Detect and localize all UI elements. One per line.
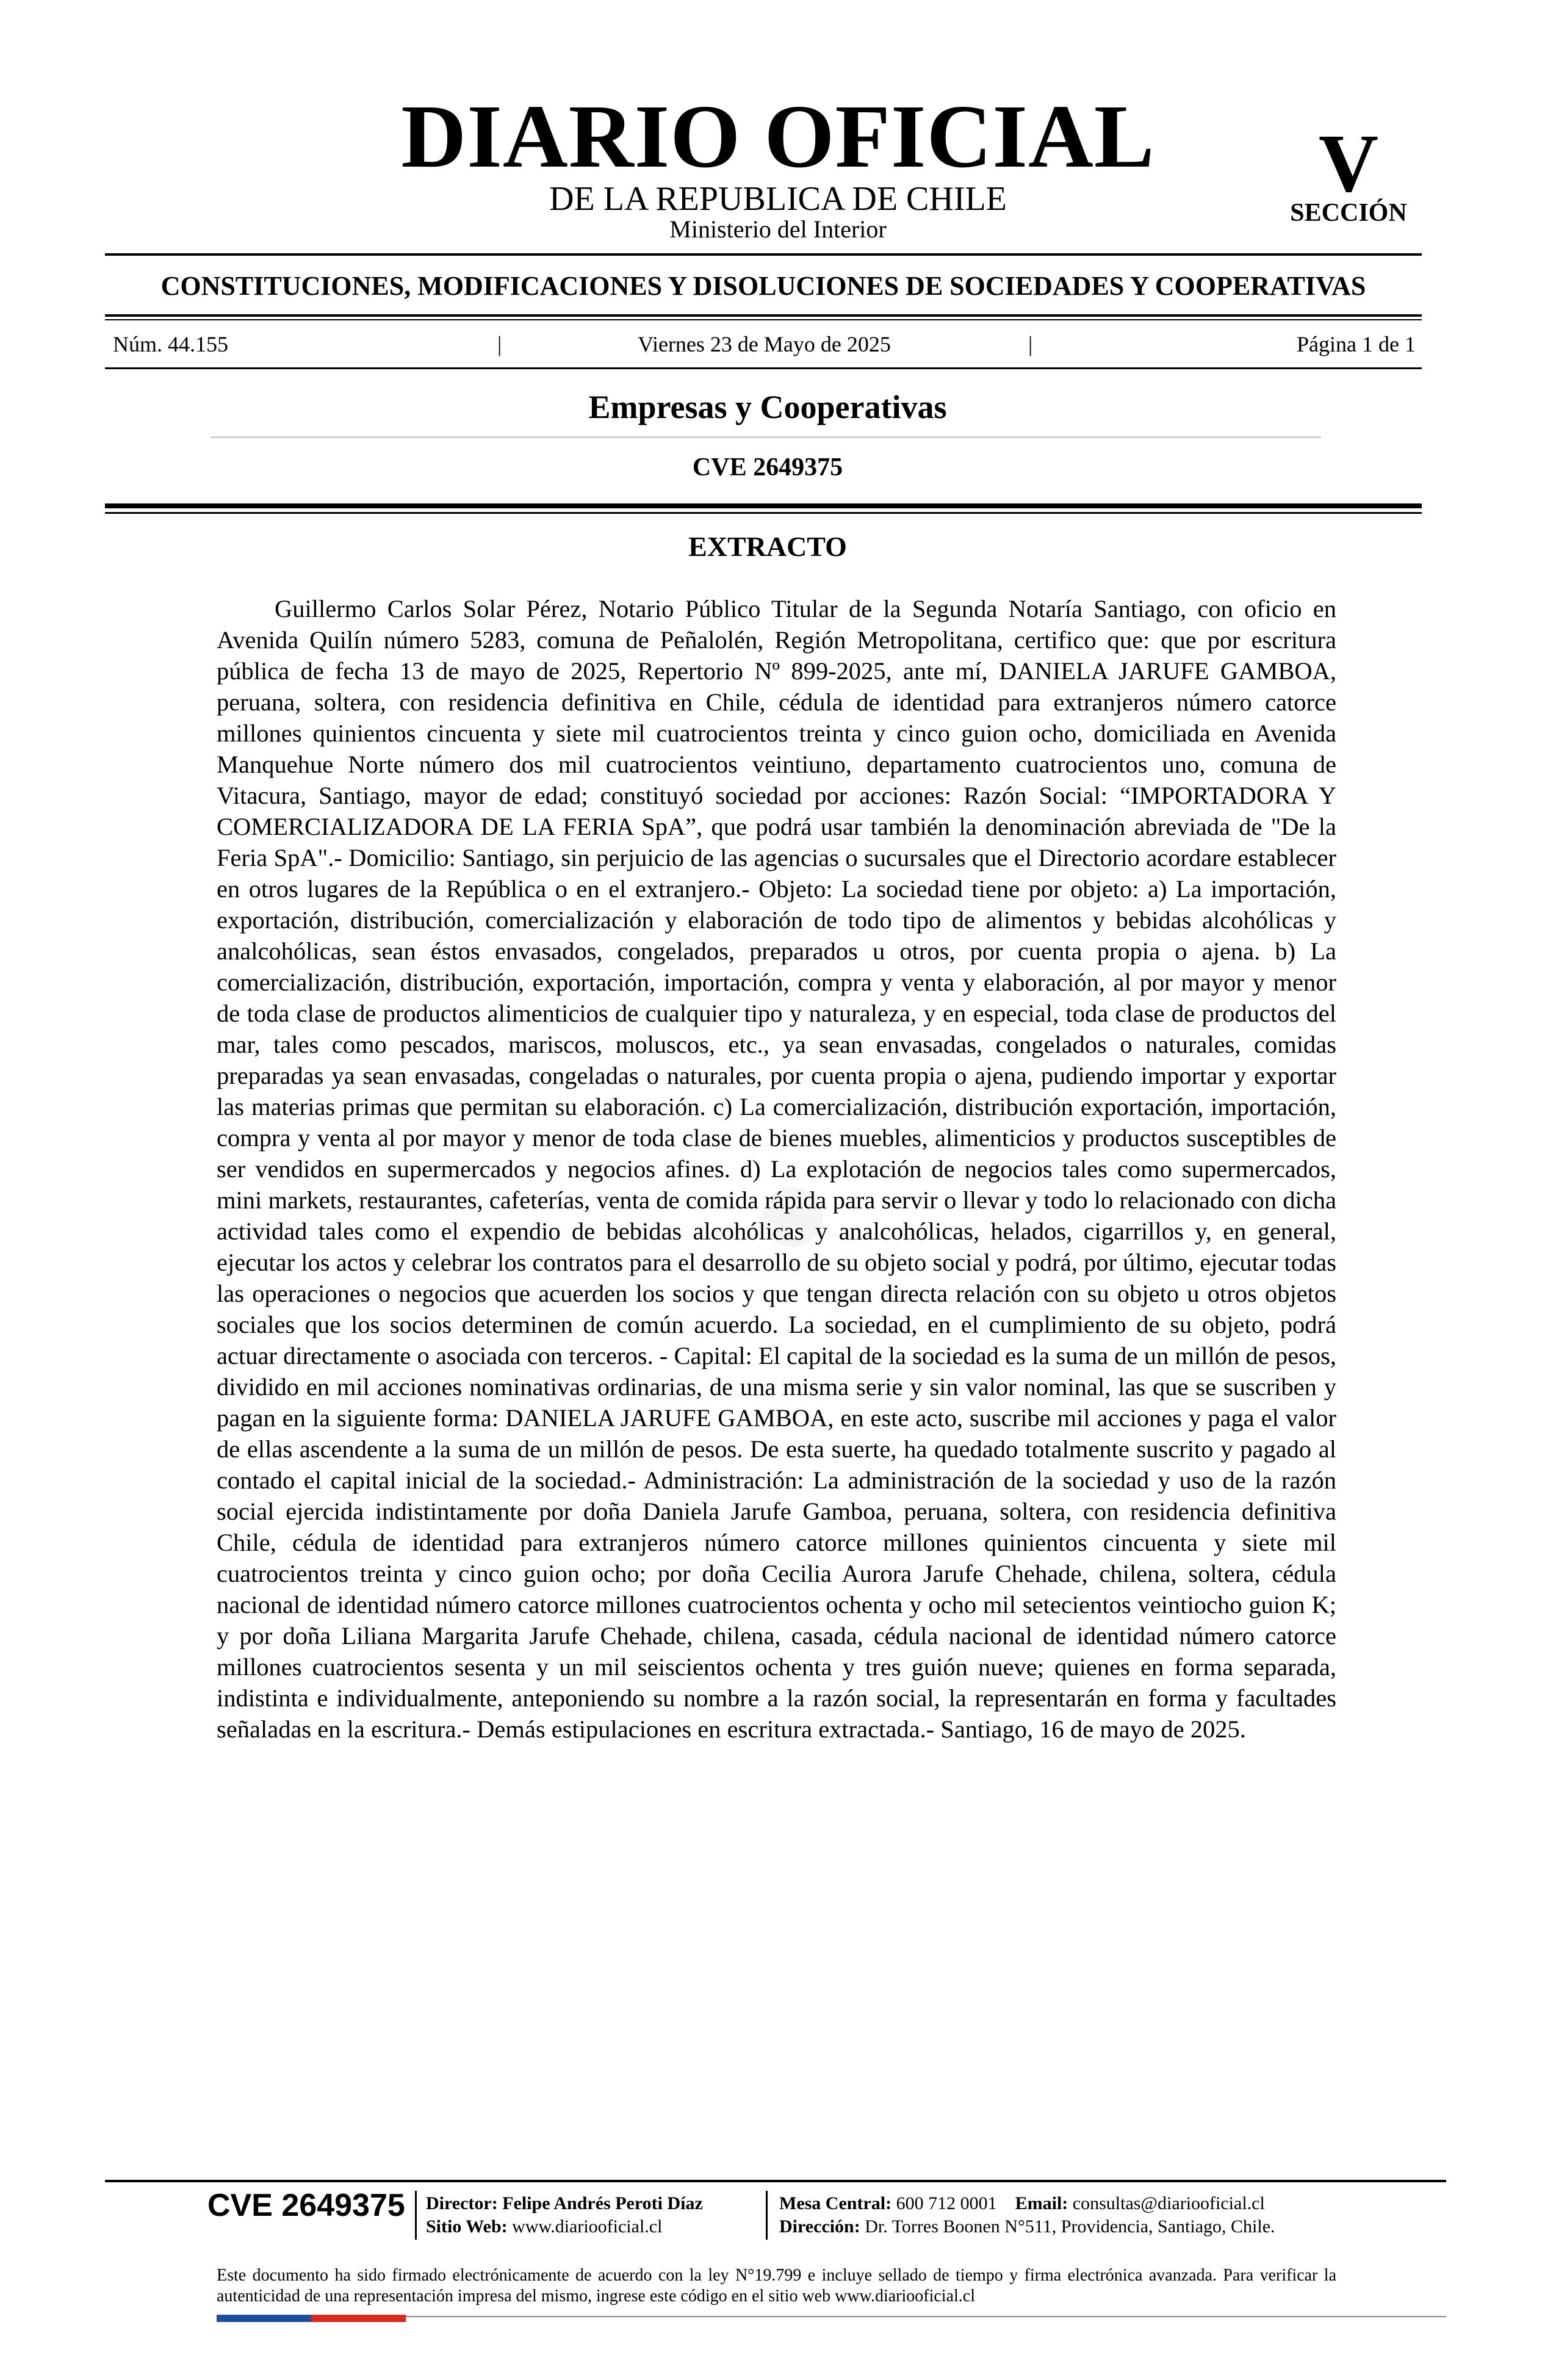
category-heading: CONSTITUCIONES, MODIFICACIONES Y DISOLUCIONES DE SOCIEDADES Y COOPERATIVAS <box>160 271 1366 301</box>
footer-divider-2 <box>766 2191 768 2240</box>
director-label: Director: <box>426 2193 498 2213</box>
website-label: Sitio Web: <box>426 2216 508 2237</box>
footer-cve-code: CVE 2649375 <box>207 2188 405 2223</box>
header-rule-top <box>105 253 1422 256</box>
infobar-rule <box>105 367 1422 369</box>
phone-label: Mesa Central: <box>779 2193 892 2213</box>
header-rule-mid-1 <box>105 314 1422 317</box>
section-title: Empresas y Cooperativas <box>588 389 947 425</box>
footer-director-block <box>426 2192 703 2238</box>
cve-rule-thick <box>105 503 1422 508</box>
flag-stripe-red <box>311 2315 406 2322</box>
separator: | <box>497 332 502 356</box>
address-label: Dirección: <box>779 2216 860 2237</box>
extract-body <box>217 593 1336 1745</box>
issue-number: Núm. 44.155 <box>113 332 228 356</box>
footer-legal-note: Este documento ha sido firmado electrónicamente de acuerdo con la ley N°19.799 e incluye sellado de tiempo y firma electrónica avanzada. Para verificar la autenticidad de una representación impresa del mismo, ingrese este código en el sitio web www.diariooficial.cl <box>217 2266 1336 2306</box>
cve-rule-thin <box>105 512 1422 514</box>
page-indicator: Página 1 de 1 <box>1297 332 1416 356</box>
phone-value: 600 712 0001 <box>896 2193 997 2213</box>
email-label: Email: <box>1015 2193 1068 2213</box>
footer-divider-1 <box>415 2191 417 2240</box>
section-label: SECCIÓN <box>1290 199 1407 227</box>
footer-rule <box>105 2180 1446 2182</box>
email-link[interactable]: consultas@diariooficial.cl <box>1072 2193 1265 2213</box>
separator: | <box>1028 332 1033 356</box>
extract-title: EXTRACTO <box>688 531 847 562</box>
cve-code: CVE 2649375 <box>692 453 843 481</box>
masthead-ministry: Ministerio del Interior <box>669 215 887 243</box>
section-divider <box>211 436 1321 438</box>
website-link[interactable]: www.diariooficial.cl <box>512 2216 663 2237</box>
director-name: Felipe Andrés Peroti Díaz <box>502 2193 703 2213</box>
header-rule-mid-2 <box>105 319 1422 320</box>
issue-date: Viernes 23 de Mayo de 2025 <box>638 332 891 356</box>
address-value: Dr. Torres Boonen N°511, Providencia, Santiago, Chile. <box>865 2216 1275 2237</box>
footer-contact-block <box>779 2192 1275 2238</box>
flag-stripe-blue <box>217 2315 311 2322</box>
masthead-subtitle: DE LA REPUBLICA DE CHILE <box>549 180 1007 218</box>
extract-paragraph: Guillermo Carlos Solar Pérez, Notario Público Titular de la Segunda Notaría Santiago, con oficio en Avenida Quilín número 5283, comuna de Peñalolén, Región Metropolitana, certifico que: que por escritura pública de fecha 13 de mayo de 2025, Repertorio Nº 899-2025, ante mí, DANIELA JARUFE GAMBOA, peruana, soltera, con residencia definitiva en Chile, cédula de identidad para extranjeros número catorce millones quinientos cincuenta y siete mil cuatrocientos treinta y cinco guion ocho, domiciliada en Avenida Manquehue Norte número dos mil cuatrocientos veintiuno, departamento cuatrocientos uno, comuna de Vitacura, Santiago, mayor de edad; constituyó sociedad por acciones: Razón Social: “IMPORTADORA Y COMERCIALIZADORA DE LA FERIA SpA”, que podrá usar también la denominación abreviada de "De la Feria SpA".- Domicilio: Santiago, sin perjuicio de las agencias o sucursales que el Directorio acordare establecer en otros lugares de la República o en el extranjero.- Objeto: La sociedad tiene por objeto: a) La importación, exportación, distribución, comercialización y elaboración de todo tipo de alimentos y bebidas alcohólicas y analcohólicas, sean éstos envasados, congelados, preparados u otros, por cuenta propia o ajena. b) La comercialización, distribución, exportación, importación, compra y venta y elaboración, al por mayor y menor de toda clase de productos alimenticios de cualquier tipo y naturaleza, y en especial, toda clase de productos del mar, tales como pescados, mariscos, moluscos, etc., ya sean envasadas, congelados o naturales, comidas preparadas ya sean envasadas, congeladas o naturales, por cuenta propia o ajena, pudiendo importar y exportar las materias primas que permitan su elaboración. c) La comercialización, distribución exportación, importación, compra y venta al por mayor y menor de toda clase de bienes muebles, alimenticios y productos susceptibles de ser vendidos en supermercados y negocios afines. d) La explotación de negocios tales como supermercados, mini markets, restaurantes, cafeterías, venta de comida rápida para servir o llevar y todo lo relacionado con dicha actividad tales como el expendio de bebidas alcohólicas y analcohólicas, helados, cigarrillos y, en general, ejecutar los actos y celebrar los contratos para el desarrollo de su objeto social y podrá, por último, ejecutar todas las operaciones o negocios que acuerden los socios y que tengan directa relación con su objeto u otros objetos sociales que los socios determinen de común acuerdo. La sociedad, en el cumplimiento de su objeto, podrá actuar directamente o asociada con terceros. - Capital: El capital de la sociedad es la suma de un millón de pesos, dividido en mil acciones nominativas ordinarias, de una misma serie y sin valor nominal, las que se suscriben y pagan en la siguiente forma: DANIELA JARUFE GAMBOA, en este acto, suscribe mil acciones y paga el valor de ellas ascendente a la suma de un millón de pesos. De esta suerte, ha quedado totalmente suscrito y pagado al contado el capital inicial de la sociedad.- Administración: La administración de la sociedad y uso de la razón social ejercida indistintamente por doña Daniela Jarufe Gamboa, peruana, soltera, con residencia definitiva Chile, cédula de identidad para extranjeros número catorce millones quinientos cincuenta y siete mil cuatrocientos treinta y cinco guion ocho; por doña Cecilia Aurora Jarufe Chehade, chilena, soltera, cédula nacional de identidad número catorce millones cuatrocientos ochenta y ocho mil setecientos veintiocho guion K; y por doña Liliana Margarita Jarufe Chehade, chilena, casada, cédula nacional de identidad número catorce millones cuatrocientos sesenta y un mil seiscientos ochenta y tres guión nueve; quienes en forma separada, indistinta e individualmente, anteponiendo su nombre a la razón social, la representarán en forma y facultades señaladas en la escritura.- Demás estipulaciones en escritura extractada.- Santiago, 16 de mayo de 2025. <box>217 595 1336 1743</box>
masthead-title: DIARIO OFICIAL <box>401 87 1155 187</box>
section-letter: V <box>1318 118 1379 209</box>
